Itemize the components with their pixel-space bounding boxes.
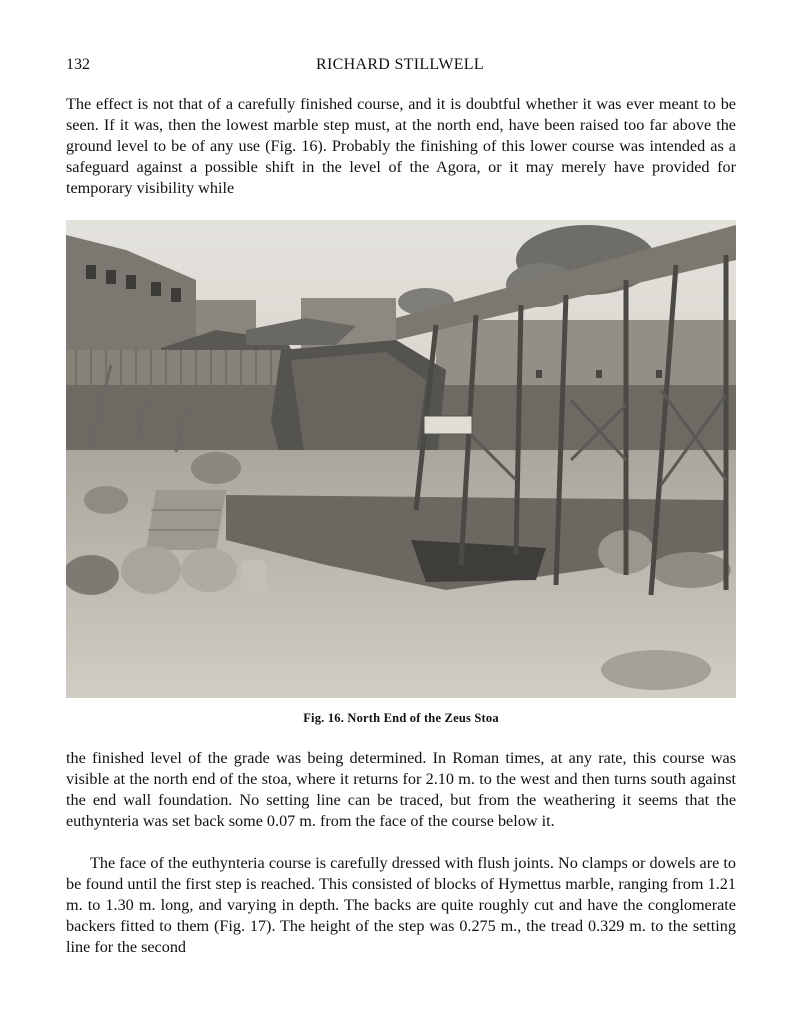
running-head: RICHARD STILLWELL	[316, 56, 484, 73]
page-header	[66, 56, 734, 80]
excavation-photo	[66, 220, 736, 698]
figure-photo	[66, 220, 736, 698]
paragraph-3: The face of the euthynteria course is carefully dressed with flush joints. No clamps or dowels are to be found until the first step is reached. This consisted of blocks of Hymettus marble, ranging from 1.21 m. to 1.30 m. long, and varying in depth. The backs are quite roughly cut and have the conglomerate backers fitted to them (Fig. 17). The height of the step was 0.275 m., the tread 0.329 m. to the setting line for the second	[66, 854, 736, 956]
figure-caption: Fig. 16. North End of the Zeus Stoa	[303, 711, 499, 725]
paragraph-2: the finished level of the grade was being determined. In Roman times, at any rate, this course was visible at the north end of the stoa, where it returns for 2.10 m. to the west and then turns south against the end wall foundation. No setting line can be traced, but from the weathering it seems that the euthynteria was set back some 0.07 m. from the face of the course below it.	[66, 749, 736, 830]
paragraph-1: The effect is not that of a carefully finished course, and it is doubtful whether it was ever meant to be seen. If it was, then the lowest marble step must, at the north end, have been raised too far above the ground level to be of any use (Fig. 16). Probably the finishing of this lower course was intended as a safeguard against a possible shift in the level of the Agora, or it may merely have provided for temporary visibility while	[66, 95, 736, 197]
page-number: 132	[66, 56, 90, 73]
